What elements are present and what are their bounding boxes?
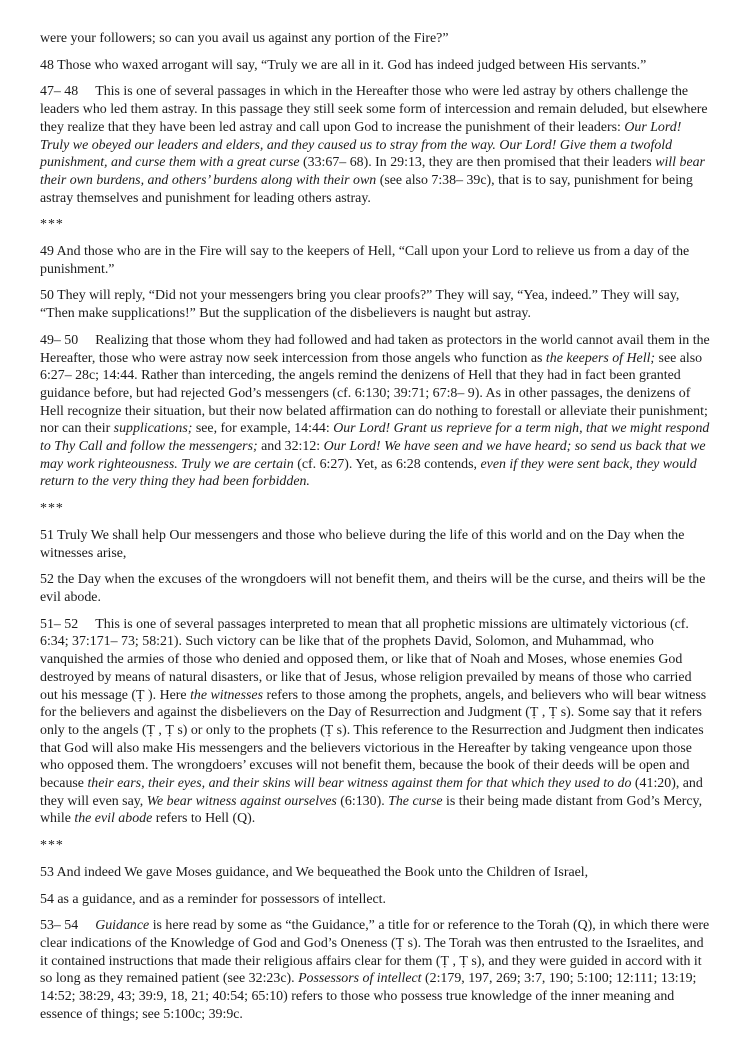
- quoted-scripture-text: Guidance: [95, 918, 150, 934]
- commentary-paragraph: [40, 917, 710, 1023]
- body-text: see, for example, 14:44:: [192, 421, 334, 437]
- verse-range-label: 53– 54: [40, 918, 79, 934]
- body-text: (see also 7:38– 39c), that is to say, punishment for being astray themselves and punishment for leading others astray.: [40, 172, 693, 206]
- commentary-paragraph: [40, 83, 710, 207]
- body-text: see also 6:27– 28c; 14:44. Rather than interceding, the angels remind the denizens of Hell that they had in fact been granted guidance before, but had rejected God’s messengers (cf. 6:130; 39:71; 67:8– 9). As in other passages, the denizens of Hell recognize their situation, but their now belated affirmation can do nothing to forestall or alleviate their punishment; nor can their: [40, 350, 708, 437]
- verse-range-label: 49– 50: [40, 332, 79, 348]
- verse-paragraph: [40, 527, 710, 562]
- body-text: This is one of several passages in which in the Hereafter those who were led astray by others challenge the leaders who led them astray. In this passage they still seek some form of intercession and remain deluded, but elsewhere they realize that they have been led astray and call upon God to increase the punishment of their leaders:: [40, 84, 708, 135]
- quoted-scripture-text: supplications;: [113, 421, 193, 437]
- body-text: is their being made distant from God’s Mercy, while: [40, 793, 703, 827]
- quoted-scripture-text: even if they were sent back, they would return to the very thing they had been forbidden.: [40, 456, 697, 490]
- body-text: 49 And those who are in the Fire will say to the keepers of Hell, “Call upon your Lord to relieve us from a day of the punishment.”: [40, 244, 690, 277]
- body-text: Realizing that those whom they had followed and had taken as protectors in the world cannot avail them in the Hereafter, those who were astray now seek intercession from those angels who function as: [40, 332, 710, 366]
- quoted-scripture-text: will bear their own burdens, and others’ burdens along with their own: [40, 155, 705, 188]
- verse-paragraph: [40, 571, 710, 606]
- body-text: (cf. 6:27). Yet, as 6:28 contends,: [293, 456, 481, 472]
- body-text: (33:67– 68). In 29:13, they are then promised that their leaders: [299, 155, 656, 171]
- body-text: 53 And indeed We gave Moses guidance, and We bequeathed the Book unto the Children of Israel,: [40, 864, 589, 880]
- body-text: 54 as a guidance, and as a reminder for possessors of intellect.: [40, 891, 386, 907]
- section-separator: ***: [40, 217, 64, 233]
- body-text: 50 They will reply, “Did not your messengers bring you clear proofs?” They will say, “Yea, indeed.” They will say, “Then make supplications!” But the supplication of the disbelievers is naught but astray.: [40, 288, 680, 322]
- quoted-scripture-text: The curse: [388, 793, 443, 809]
- quoted-scripture-text: Possessors of intellect: [298, 971, 422, 987]
- verse-paragraph: [40, 243, 710, 278]
- body-text: (41:20), and they will even say,: [40, 776, 703, 809]
- body-text: (2:179, 197, 269; 3:7, 190; 5:100; 12:111; 13:19; 14:52; 38:29, 43; 39:9, 18, 21; 40:54; 65:10) refers to those who possess true knowledge of the inner meaning and essence of things; see 5:100c; 39:9c.: [40, 971, 697, 1022]
- body-text: is here read by some as “the Guidance,” a title for or reference to the Torah (Q), in which there were clear indications of the Knowledge of God and God’s Oneness (Ṭ s). The Torah was then entrusted to the Israelites, and it contained instructions that made their religious affairs clear for them (Ṭ , Ṭ s), and they were guided in accord with it so long as they remained patient (see 32:23c).: [40, 918, 710, 987]
- quoted-scripture-text: Our Lord! We have seen and we have heard; so send us back that we may work righteousness. Truly we are certain: [40, 439, 706, 472]
- verse-paragraph: [40, 864, 710, 882]
- verse-paragraph: [40, 57, 710, 75]
- body-text: 48 Those who waxed arrogant will say, “Truly we are all in it. God has indeed judged between His servants.”: [40, 57, 647, 73]
- quoted-scripture-text: the witnesses: [190, 687, 263, 703]
- verse-paragraph: [40, 30, 710, 48]
- body-text: refers to those among the prophets, angels, and believers who will bear witness for the believers and against the disbelievers on the Day of Resurrection and Judgment (Ṭ , Ṭ s). Some say that it refers only to the angels (Ṭ , Ṭ s) or only to the prophets (Ṭ s). This reference to the Resurrection and Judgment then indicates that God will also make His messengers and the believers victorious in the Hereafter by taking vengeance upon those who opposed them. The wrongdoers’ excuses will not benefit them, because the book of their deeds will be open and because: [40, 687, 707, 792]
- section-separator: ***: [40, 838, 64, 854]
- document-body: [40, 30, 710, 1023]
- body-text: (6:130).: [336, 793, 389, 809]
- quoted-scripture-text: Our Lord! Grant us reprieve for a term nigh, that we might respond to Thy Call and follow the messengers;: [40, 421, 710, 455]
- body-text: refers to Hell (Q).: [152, 811, 256, 827]
- commentary-paragraph: [40, 616, 710, 828]
- verse-range-label: 47– 48: [40, 84, 79, 100]
- body-text: This is one of several passages interpreted to mean that all prophetic missions are ultimately victorious (cf. 6:34; 37:171– 73; 58:21). Such victory can be like that of the prophets David, Solomon, and Muhammad, who vanquished the armies of those who denied and opposed them, or like that of Noah and Moses, whose enemies God destroyed by means of natural disasters, or like that of Jesus, whose religion prevailed by means of those who carried out his message (Ṭ ). Here: [40, 616, 692, 703]
- body-text: were your followers; so can you avail us against any portion of the Fire?”: [40, 31, 449, 46]
- body-text: 51 Truly We shall help Our messengers and those who believe during the life of this world and on the Day when the witnesses arise,: [40, 527, 685, 561]
- quoted-scripture-text: We bear witness against ourselves: [146, 793, 337, 809]
- verse-paragraph: [40, 287, 710, 322]
- verse-range-label: 51– 52: [40, 616, 79, 632]
- verse-paragraph: [40, 891, 710, 909]
- body-text: 52 the Day when the excuses of the wrongdoers will not benefit them, and theirs will be the curse, and theirs will be the evil abode.: [40, 572, 706, 605]
- body-text: and 32:12:: [257, 439, 324, 455]
- quoted-scripture-text: Our Lord! Truly we obeyed our leaders and elders, and they caused us to stray from the way. Our Lord! Give them a twofold punishment, and curse them with a great curse: [40, 119, 682, 171]
- quoted-scripture-text: their ears, their eyes, and their skins will bear witness against them for that which they used to do: [87, 776, 632, 792]
- quoted-scripture-text: the evil abode: [74, 811, 153, 827]
- commentary-paragraph: [40, 332, 710, 491]
- section-separator: ***: [40, 501, 64, 517]
- quoted-scripture-text: the keepers of Hell;: [545, 350, 656, 366]
